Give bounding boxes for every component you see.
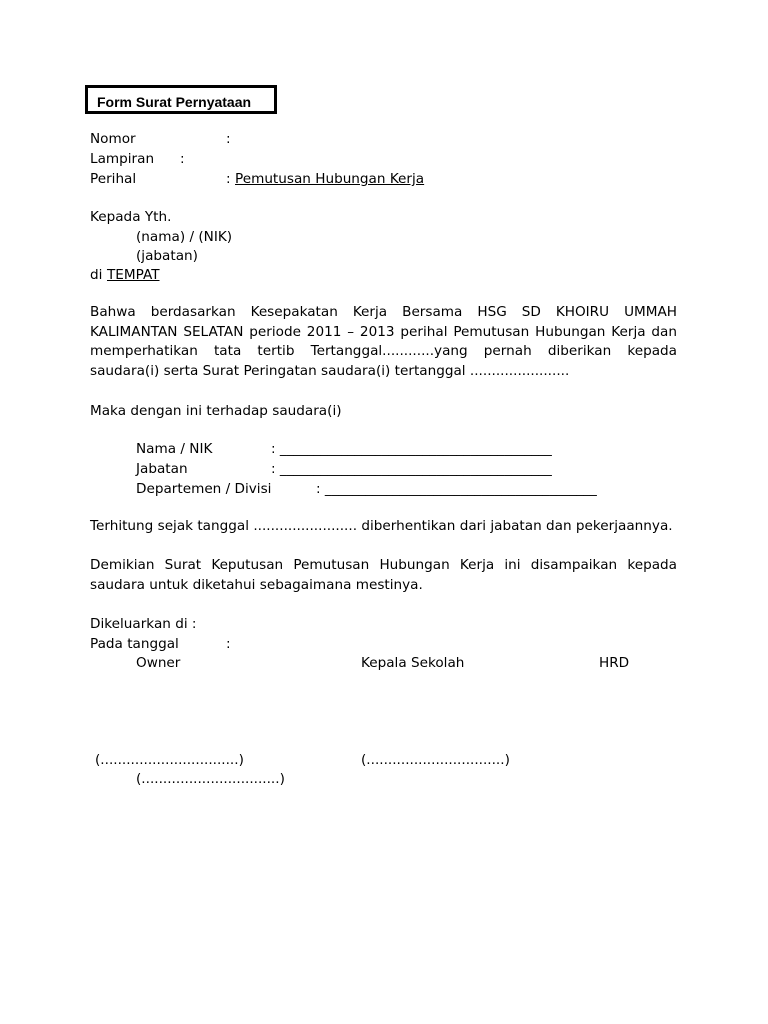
lampiran-colon: : bbox=[180, 151, 185, 167]
dikeluarkan-label: Dikeluarkan di : bbox=[90, 616, 197, 632]
recipient-name-nik: (nama) / (NIK) bbox=[136, 229, 233, 245]
signature-line-owner: (................................) bbox=[95, 752, 244, 768]
signature-line-kepala-sekolah: (................................) bbox=[361, 752, 510, 768]
maka-text: Maka dengan ini terhadap saudara(i) bbox=[90, 403, 342, 419]
pada-tanggal-colon: : bbox=[226, 636, 231, 652]
signature-hrd-label: HRD bbox=[599, 655, 630, 671]
signature-kepala-sekolah-label: Kepala Sekolah bbox=[361, 655, 465, 671]
signature-line-hrd: (................................) bbox=[136, 771, 285, 787]
perihal-value: Pemutusan Hubungan Kerja bbox=[235, 171, 425, 187]
jabatan-field: : ________________________________________ bbox=[271, 461, 552, 477]
jabatan-label: Jabatan bbox=[136, 461, 188, 477]
nomor-label: Nomor bbox=[90, 131, 136, 147]
body-paragraph: Bahwa berdasarkan Kesepakatan Kerja Bersama HSG SD KHOIRU UMMAH KALIMANTAN SELATAN periode 2011 – 2013 perihal Pemutusan Hubungan Kerja dan memperhatikan tata tertib Tertanggal............yang pernah diberikan kepada saudara(i) serta Surat Peringatan saudara(i) tertanggal ....................... bbox=[90, 304, 677, 379]
signature-owner-label: Owner bbox=[136, 655, 181, 671]
departemen-field: : ________________________________________ bbox=[316, 481, 597, 497]
demikian-paragraph: Demikian Surat Keputusan Pemutusan Hubungan Kerja ini disampaikan kepada saudara untuk diketahui sebagaimana mestinya. bbox=[90, 557, 677, 593]
nama-nik-label: Nama / NIK bbox=[136, 441, 213, 457]
lampiran-label: Lampiran bbox=[90, 151, 155, 167]
form-title-box bbox=[85, 85, 277, 114]
recipient-jabatan: (jabatan) bbox=[136, 248, 198, 264]
di-label: di bbox=[90, 267, 103, 283]
nama-nik-field: : ________________________________________ bbox=[271, 441, 552, 457]
perihal-label: Perihal bbox=[90, 171, 137, 187]
nomor-colon: : bbox=[226, 131, 231, 147]
terhitung-paragraph: Terhitung sejak tanggal ........................ diberhentikan dari jabatan dan pekerjaannya. bbox=[90, 518, 673, 534]
pada-tanggal-label: Pada tanggal bbox=[90, 636, 179, 652]
tempat-label: TEMPAT bbox=[107, 267, 160, 283]
form-title: Form Surat Pernyataan bbox=[97, 94, 252, 110]
perihal-colon: : bbox=[226, 171, 231, 187]
kepada-label: Kepada Yth. bbox=[90, 209, 172, 225]
departemen-label: Departemen / Divisi bbox=[136, 481, 272, 497]
